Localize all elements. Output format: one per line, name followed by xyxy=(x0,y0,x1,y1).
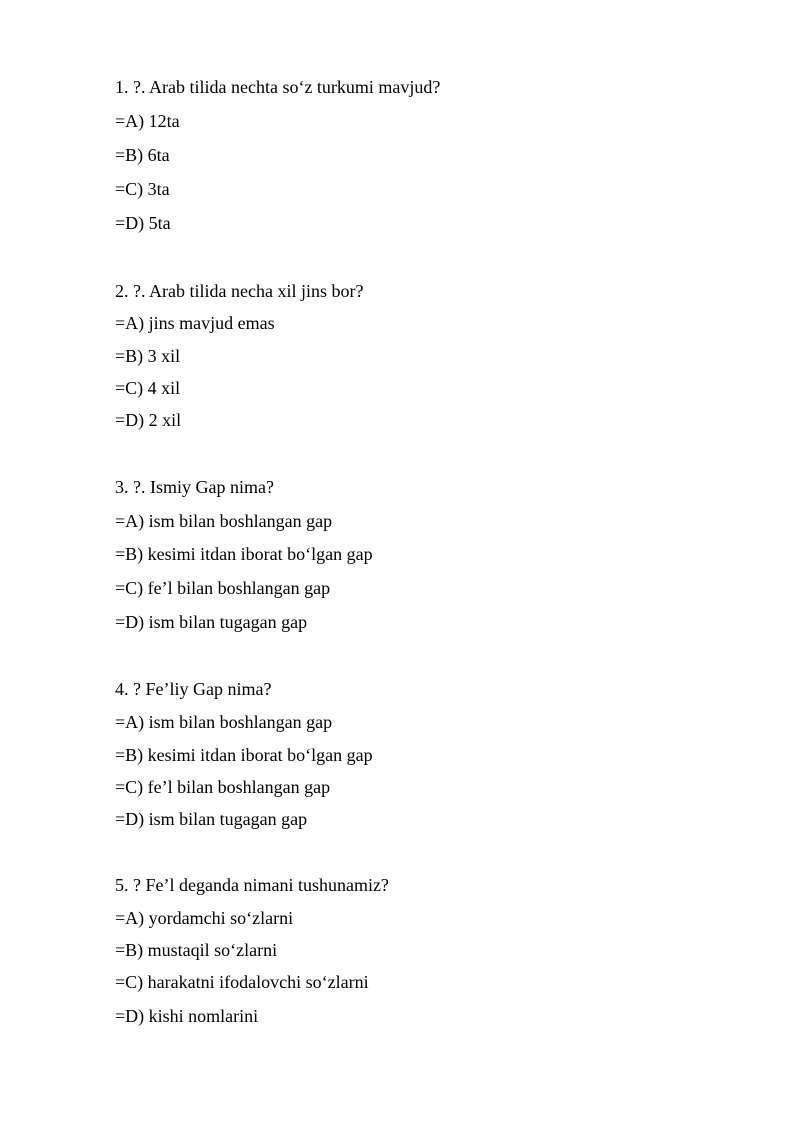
question-1-option-c: =C) 3ta xyxy=(115,179,170,199)
question-1-option-d: =D) 5ta xyxy=(115,213,171,233)
question-1-text: 1. ?. Arab tilida nechta so‘z turkumi mavjud? xyxy=(115,77,441,97)
question-4-option-a: =A) ism bilan boshlangan gap xyxy=(115,712,333,732)
question-5-option-b: =B) mustaqil so‘zlarni xyxy=(115,940,278,960)
question-3-option-a: =A) ism bilan boshlangan gap xyxy=(115,511,333,531)
question-3-option-d: =D) ism bilan tugagan gap xyxy=(115,612,308,632)
question-5-option-c: =C) harakatni ifodalovchi so‘zlarni xyxy=(115,972,369,992)
question-4-text: 4. ? Fe’liy Gap nima? xyxy=(115,679,272,699)
question-1-option-b: =B) 6ta xyxy=(115,145,170,165)
question-5-option-d: =D) kishi nomlarini xyxy=(115,1006,259,1026)
question-1-option-a: =A) 12ta xyxy=(115,111,180,131)
question-3-option-c: =C) fe’l bilan boshlangan gap xyxy=(115,578,331,598)
question-2-text: 2. ?. Arab tilida necha xil jins bor? xyxy=(115,281,364,301)
question-2-option-d: =D) 2 xil xyxy=(115,410,182,430)
question-2-option-a: =A) jins mavjud emas xyxy=(115,313,275,333)
question-2-option-c: =C) 4 xil xyxy=(115,378,181,398)
question-5-text: 5. ? Fe’l deganda nimani tushunamiz? xyxy=(115,875,389,895)
question-3-text: 3. ?. Ismiy Gap nima? xyxy=(115,477,274,497)
question-2-option-b: =B) 3 xil xyxy=(115,346,181,366)
question-5-option-a: =A) yordamchi so‘zlarni xyxy=(115,908,294,928)
question-4-option-c: =C) fe’l bilan boshlangan gap xyxy=(115,777,331,797)
question-4-option-b: =B) kesimi itdan iborat bo‘lgan gap xyxy=(115,745,373,765)
question-4-option-d: =D) ism bilan tugagan gap xyxy=(115,809,308,829)
question-3-option-b: =B) kesimi itdan iborat bo‘lgan gap xyxy=(115,544,373,564)
